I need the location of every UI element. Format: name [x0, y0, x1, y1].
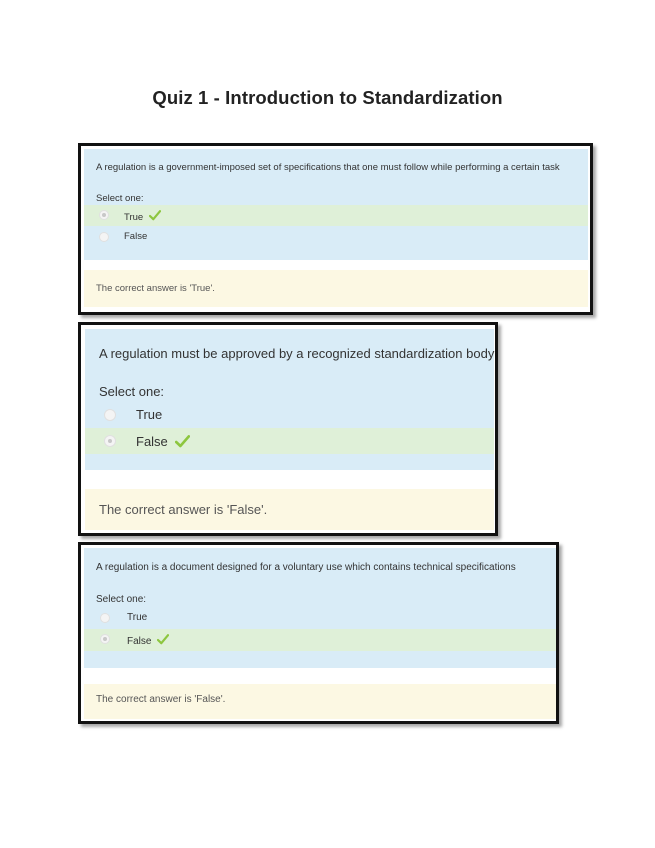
select-one-label: Select one:	[99, 384, 165, 399]
question-text: A regulation is a document designed for a voluntary use which contains technical specifications	[96, 562, 516, 573]
question-text: A regulation must be approved by a recognized standardization body	[99, 346, 495, 361]
checkmark-icon	[149, 210, 161, 221]
option-label: True	[127, 612, 148, 623]
radio-button-true[interactable]	[99, 210, 109, 220]
question-card-2	[78, 322, 498, 536]
answer-option-false[interactable]	[84, 629, 556, 651]
option-label: False	[127, 633, 169, 647]
checkmark-icon	[157, 634, 169, 645]
radio-button-false[interactable]	[104, 435, 116, 447]
option-label: False	[124, 231, 148, 242]
option-label: False	[136, 433, 190, 449]
answer-option-false[interactable]	[85, 428, 494, 454]
feedback-panel	[84, 684, 556, 719]
correct-answer-text: The correct answer is 'True'.	[96, 283, 215, 294]
question-panel	[85, 329, 494, 470]
radio-button-false[interactable]	[99, 232, 109, 242]
option-label: True	[124, 209, 161, 223]
answer-option-true[interactable]	[84, 608, 556, 629]
question-card-1	[78, 143, 593, 315]
question-card-3	[78, 542, 559, 724]
select-one-label: Select one:	[96, 193, 144, 204]
radio-button-false[interactable]	[100, 634, 110, 644]
question-text: A regulation is a government-imposed set of specifications that one must follow while performing a certain task	[96, 162, 560, 173]
answer-option-true[interactable]	[84, 205, 588, 226]
answer-option-true[interactable]	[85, 403, 494, 427]
question-panel	[84, 548, 556, 668]
correct-answer-text: The correct answer is 'False'.	[99, 502, 268, 517]
option-label: True	[136, 407, 163, 422]
page-title: Quiz 1 - Introduction to Standardization	[152, 87, 503, 108]
select-one-label: Select one:	[96, 594, 147, 605]
checkmark-icon	[175, 435, 190, 448]
feedback-panel	[85, 489, 494, 530]
radio-button-true[interactable]	[100, 613, 110, 623]
radio-button-true[interactable]	[104, 409, 116, 421]
correct-answer-text: The correct answer is 'False'.	[96, 694, 226, 705]
feedback-panel	[84, 270, 588, 307]
question-panel	[84, 149, 588, 260]
answer-option-false[interactable]	[84, 227, 588, 247]
